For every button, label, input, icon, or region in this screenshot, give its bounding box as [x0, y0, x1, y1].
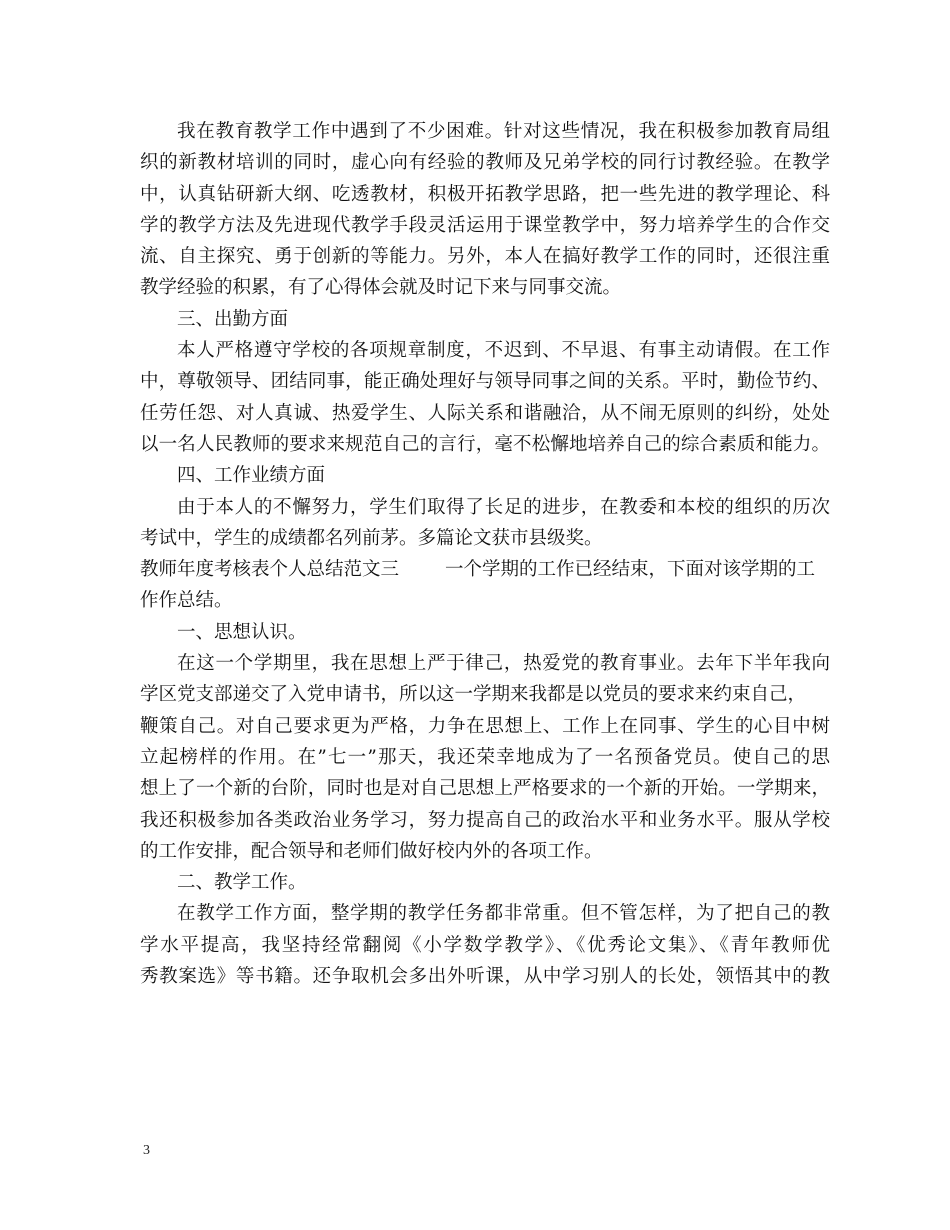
document-section-title: 教师年度考核表个人总结范文三 — [140, 559, 400, 581]
body-text — [140, 116, 830, 992]
paragraph-line: 的工作安排，配合领导和老师们做好校内外的各项工作。 — [140, 840, 603, 862]
paragraph-line: 鞭策自己。对自己要求更为严格，力争在思想上、工作上在同事、学生的心目中树 — [140, 715, 830, 737]
page-number: 3 — [143, 1143, 150, 1158]
paragraph-line: 学区党支部递交了入党申请书，所以这一学期来我都是以党员的要求来约束自己， — [140, 684, 807, 706]
paragraph-line: 学水平提高，我坚持经常翻阅《小学数学教学》、《优秀论文集》、《青年教师优 — [140, 934, 830, 956]
section-heading: 三、出勤方面 — [177, 308, 289, 330]
paragraph-line: 中，认真钻研新大纲、吃透教材，积极开拓教学思路，把一些先进的教学理论、科 — [140, 183, 830, 205]
paragraph-line: 在这一个学期里，我在思想上严于律己，热爱党的教育事业。去年下半年我向 — [177, 653, 830, 675]
paragraph-line: 流、自主探究、勇于创新的等能力。另外，本人在搞好教学工作的同时，还很注重 — [140, 246, 830, 268]
paragraph-line: 考试中，学生的成绩都名列前茅。多篇论文获市县级奖。 — [140, 527, 603, 549]
section-heading: 四、工作业绩方面 — [177, 465, 326, 487]
paragraph-line: 立起榜样的作用。在”七一”那天，我还荣幸地成为了一名预备党员。使自己的思 — [140, 746, 830, 768]
title-line — [140, 554, 830, 585]
paragraph-line: 由于本人的不懈努力，学生们取得了长足的进步，在教委和本校的组织的历次 — [177, 496, 830, 518]
section-heading: 二、教学工作。 — [177, 872, 307, 894]
paragraph-line: 本人严格遵守学校的各项规章制度，不迟到、不早退、有事主动请假。在工作 — [177, 340, 830, 362]
paragraph-line: 中，尊敬领导、团结同事，能正确处理好与领导同事之间的关系。平时，勤俭节约、 — [140, 371, 830, 393]
paragraph-line: 秀教案选》等书籍。还争取机会多出外听课，从中学习别人的长处，领悟其中的教 — [140, 966, 830, 988]
section-heading: 一、思想认识。 — [177, 621, 307, 643]
paragraph-line: 教学经验的积累，有了心得体会就及时记下来与同事交流。 — [140, 277, 622, 299]
paragraph-line: 在教学工作方面，整学期的教学任务都非常重。但不管怎样，为了把自己的教 — [177, 903, 830, 925]
paragraph-line: 我在教育教学工作中遇到了不少困难。针对这些情况，我在积极参加教育局组 — [177, 121, 830, 142]
paragraph-line: 作作总结。 — [140, 590, 233, 612]
paragraph-line: 任劳任怨、对人真诚、热爱学生、人际关系和谐融洽，从不闹无原则的纠纷，处处 — [140, 402, 830, 424]
intro-text: 一个学期的工作已经结束，下面对该学期的工 — [445, 559, 816, 581]
paragraph-line: 我还积极参加各类政治业务学习，努力提高自己的政治水平和业务水平。服从学校 — [140, 809, 830, 831]
paragraph-line: 以一名人民教师的要求来规范自己的言行，毫不松懈地培养自己的综合素质和能力。 — [140, 433, 830, 455]
paragraph-line: 想上了一个新的台阶，同时也是对自己思想上严格要求的一个新的开始。一学期来， — [140, 778, 830, 800]
paragraph-line: 学的教学方法及先进现代教学手段灵活运用于课堂教学中，努力培养学生的合作交 — [140, 214, 830, 236]
paragraph-line: 织的新教材培训的同时，虚心向有经验的教师及兄弟学校的同行讨教经验。在教学 — [140, 152, 830, 174]
